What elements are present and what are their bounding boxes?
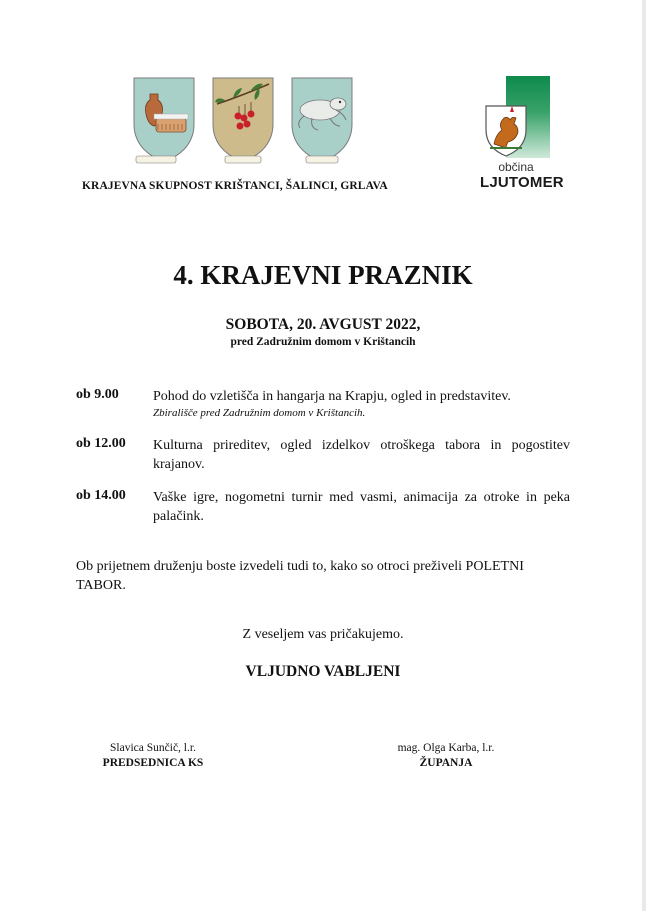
event-date: SOBOTA, 20. AVGUST 2022, xyxy=(225,316,421,333)
program-note: Zbirališče pred Zadružnim domom v Krištancih. xyxy=(153,407,366,419)
info-paragraph: Ob prijetnem druženju boste izvedeli tudi to, kako so otroci preživeli POLETNI TABOR. xyxy=(76,559,524,593)
page-edge xyxy=(642,0,646,911)
kristanci-crest-icon xyxy=(132,76,196,168)
program-description xyxy=(153,436,570,474)
program-text: Pohod do vzletišča in hangarja na Krapju, ogled in predstavitev. xyxy=(153,389,511,404)
signature-name: Slavica Sunčič, l.r. xyxy=(110,742,196,754)
signature-block xyxy=(356,741,536,771)
invite-text: Z veseljem vas pričakujemo. xyxy=(242,627,404,642)
signature-block xyxy=(63,741,243,771)
logo-text-city: LJUTOMER xyxy=(480,174,564,191)
event-place: pred Zadružnim domom v Krištancih xyxy=(230,336,416,348)
signature-role: ŽUPANJA xyxy=(419,757,473,769)
grlava-crest-icon xyxy=(290,76,354,168)
salinci-crest-icon xyxy=(211,76,275,168)
program-text: Kulturna prireditev, ogled izdelkov otroškega tabora in pogostitev krajanov. xyxy=(153,438,570,472)
program-time: ob 9.00 xyxy=(76,387,119,402)
event-title: 4. KRAJEVNI PRAZNIK xyxy=(173,260,473,290)
program-text: Vaške igre, nogometni turnir med vasmi, animacija za otroke in peka palačink. xyxy=(153,490,570,524)
community-name: KRAJEVNA SKUPNOST KRIŠTANCI, ŠALINCI, GRLAVA xyxy=(82,180,388,192)
program-description xyxy=(153,488,570,526)
program-description xyxy=(153,387,570,420)
ljutomer-logo xyxy=(480,76,564,200)
logo-text-obcina: občina xyxy=(498,160,534,174)
welcome-heading: VLJUDNO VABLJENI xyxy=(245,663,401,680)
signature-name: mag. Olga Karba, l.r. xyxy=(397,742,495,754)
signature-role: PREDSEDNICA KS xyxy=(102,757,204,769)
ljutomer-shield-icon xyxy=(484,104,528,158)
program-time: ob 12.00 xyxy=(76,436,126,451)
program-time: ob 14.00 xyxy=(76,488,126,503)
